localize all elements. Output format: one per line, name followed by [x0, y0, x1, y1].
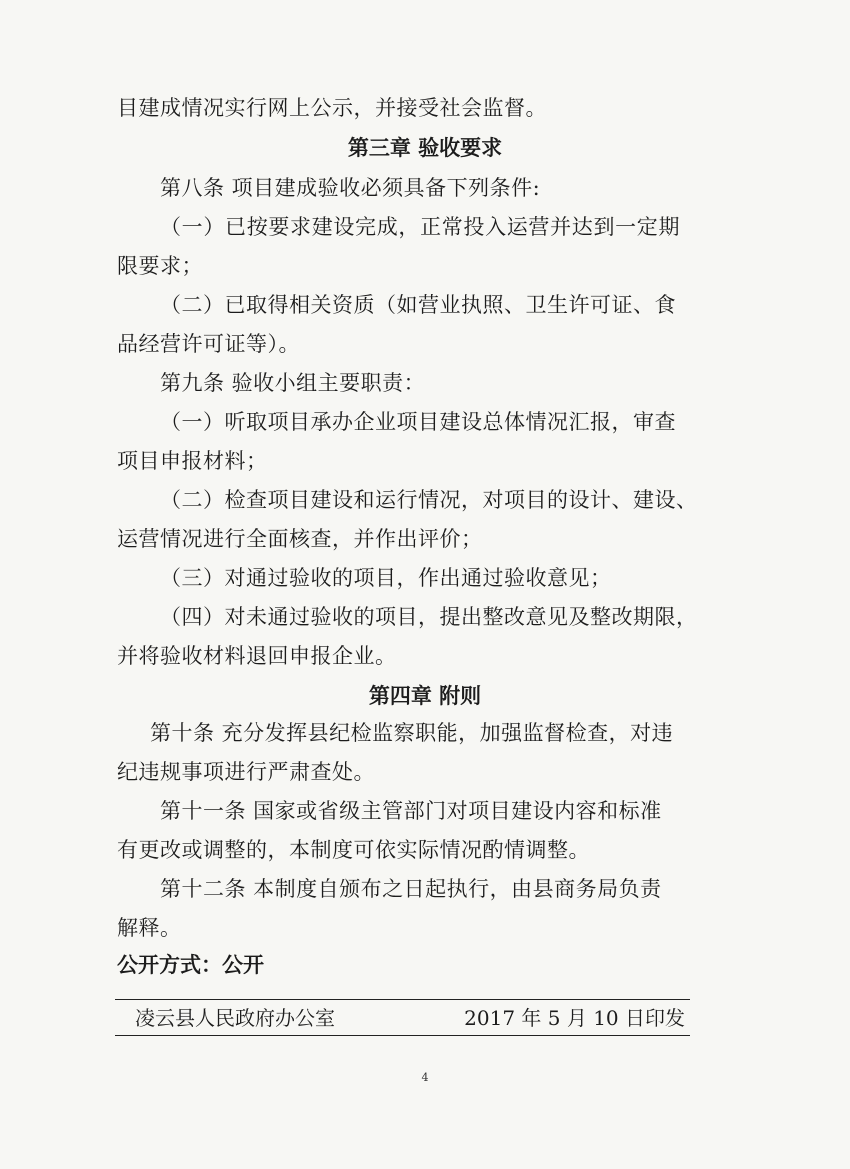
- article-9-item-2-line-2: 运营情况进行全面核查，并作出评价；: [117, 527, 483, 551]
- page-number: 4: [421, 1071, 429, 1084]
- article-8-item-2-line-1: （二）已取得相关资质（如营业执照、卫生许可证、食: [160, 293, 676, 317]
- article-8-line: 第八条 项目建成验收必须具备下列条件:: [160, 176, 541, 200]
- chapter-3-heading: 第三章 验收要求: [347, 135, 503, 160]
- article-11-line-1: 第十一条 国家或省级主管部门对项目建设内容和标准: [160, 799, 662, 823]
- footer-top-rule: [115, 999, 690, 1000]
- article-9-item-3-line: （三）对通过验收的项目，作出通过验收意见；: [160, 566, 612, 590]
- article-9-item-2-line-1: （二）检查项目建设和运行情况，对项目的设计、建设、: [160, 488, 698, 512]
- footer-bottom-rule: [115, 1035, 690, 1036]
- chapter-4-heading: 第四章 附则: [368, 683, 482, 708]
- article-9-line: 第九条 验收小组主要职责：: [160, 371, 426, 395]
- article-10-line-2: 纪违规事项进行严肃查处。: [117, 760, 375, 784]
- article-9-item-4-line-1: （四）对未通过验收的项目，提出整改意见及整改期限，: [160, 605, 698, 629]
- issue-date: 2017 年 5 月 10 日印发: [464, 1006, 685, 1030]
- article-10-line-1: 第十条 充分发挥县纪检监察职能，加强监督检查，对违: [150, 721, 674, 745]
- body-line-1: 目建成情况实行网上公示，并接受社会监督。: [117, 96, 547, 120]
- issuing-office: 凌云县人民政府办公室: [135, 1006, 335, 1030]
- article-8-item-1-line-2: 限要求；: [117, 254, 203, 278]
- article-9-item-4-line-2: 并将验收材料退回申报企业。: [117, 644, 397, 668]
- disclosure-method: 公开方式：公开: [117, 952, 264, 977]
- article-11-line-2: 有更改或调整的，本制度可依实际情况酌情调整。: [117, 838, 590, 862]
- article-12-line-1: 第十二条 本制度自颁布之日起执行，由县商务局负责: [160, 877, 662, 901]
- article-9-item-1-line-1: （一）听取项目承办企业项目建设总体情况汇报，审查: [160, 410, 676, 434]
- article-9-item-1-line-2: 项目申报材料；: [117, 449, 268, 473]
- article-12-line-2: 解释。: [117, 916, 182, 940]
- article-8-item-1-line-1: （ 一 ） 已 按 要 求 建 设 完 成 ， 正 常 投 入 运 营 并 达 到 一 定 期: [160, 215, 680, 239]
- article-8-item-2-line-2: 品经营许可证等）。: [117, 332, 300, 356]
